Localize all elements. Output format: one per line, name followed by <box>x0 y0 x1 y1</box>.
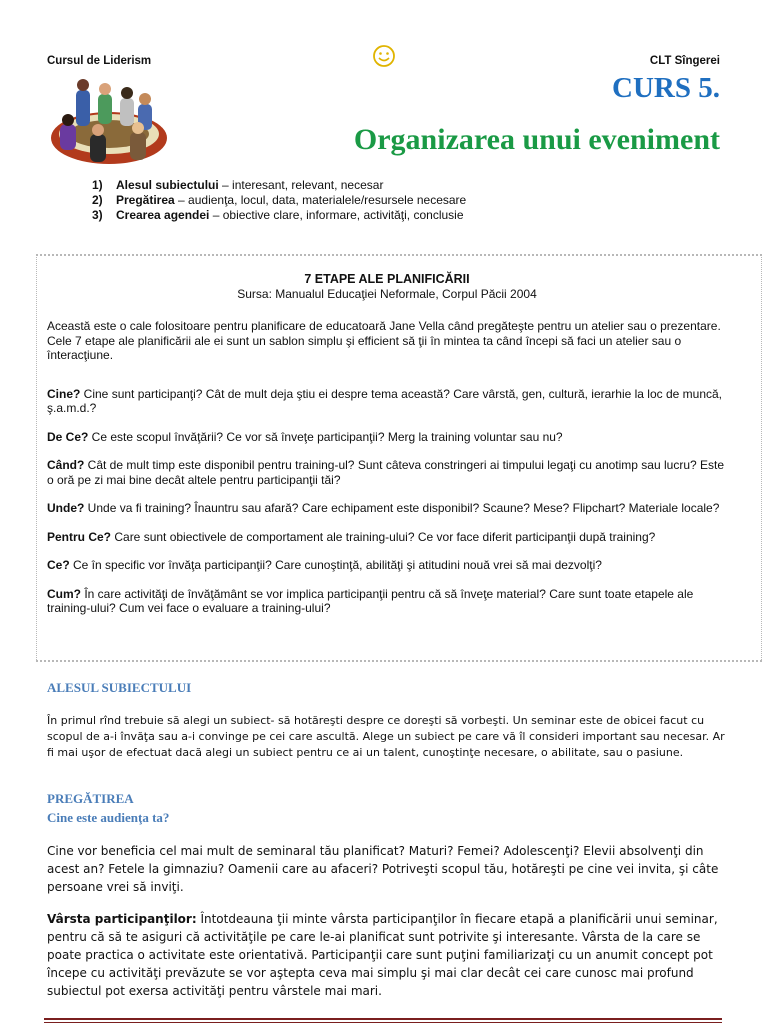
section-subheading: Cine este audienţa ta? <box>47 810 170 825</box>
question-item: Când? Cât de mult timp este disponibil pentru training-ul? Sunt câteva constringeri ai timpului legaţi cu anotimp sau lucru? Este o oră pe zi mai bine decât altele pentru participanţii tăi? <box>47 458 725 487</box>
box-title: 7 ETAPE ALE PLANIFICĂRII <box>304 272 470 286</box>
question-item: Unde? Unde va fi training? Înauntru sau afară? Care echipament este disponibil? Scaune? Mese? Flipchart? Materiale locale? <box>47 501 720 515</box>
planning-box <box>36 254 762 662</box>
footer-divider <box>44 1022 722 1023</box>
footer-divider <box>44 1018 722 1020</box>
box-intro: Această este o cale folositoare pentru planificare de educatoară Jane Vella când pregăteşte pentru un atelier sau o prezentare. Cele 7 etape ale planificării ale ei sunt un sablon simplu şi efficient să ţii în mintea ta când începi să faci un atelier sau o înteracţiune. <box>47 319 721 362</box>
list-item: 3) Crearea agendei – obiective clare, informare, activităţi, conclusie <box>92 208 464 222</box>
section-paragraph: Vârsta participanţilor: Întotdeauna ţii minte vârsta participanţilor în fiecare etapă a planificării unui seminar, pentru că să te asiguri că activităţile pe care le-ai planificat sunt potrivite şi interesante. Vârsta de la care se poate practica o activitate este orientativă. Participanţii care sunt puţini familiarizaţi cu un anumit concept pot începe cu activităţi prevăzute se vor aştepta ceva mai simplu şi mai clar decât cei care cunosc mai profund subiectul pot exersa activităţi pentru vârstele mai mari. <box>47 912 718 998</box>
question-item: Cum? În care activităţi de învăţământ se vor implica participanţii pentru că să înveţe material? Care sunt toate etapele ale training-ului? Cum vei face o evaluare a training-ului? <box>47 586 694 615</box>
meeting-illustration <box>46 72 171 172</box>
question-item: Ce? Ce în specific vor învăţa participanţii? Care cunoştinţă, abilităţi şi atitudini nouă vrei să mai dezvolţi? <box>47 558 602 572</box>
question-item: Pentru Ce? Care sunt obiectivele de comportament ale training-ului? Ce vor face diferit participanţii după training? <box>47 529 656 544</box>
section-paragraph: În primul rînd trebuie să alegi un subiect- să hotăreşti despre ce doreşti să vorbeşti. Un seminar este de obicei facut cu scopul de a-i învăţa sau a-i convinge pe cei care ascultă. Alege un subiect pe care vă îl consideri important sau necesar. Ar fi mai uşor de efectuat dacă alegi un subiect pentru ce ai un talent, cunoştinţe necesare, o abilitate, sau o pasiune. <box>47 714 725 759</box>
question-item: De Ce? Ce este scopul învăţării? Ce vor să înveţe participanţii? Merg la training voluntar sau nu? <box>47 429 563 444</box>
list-item: 1) Alesul subiectului – interesant, relevant, necesar <box>92 178 384 192</box>
section-heading: PREGĂTIREA <box>47 791 134 806</box>
document-title: Organizarea unui eveniment <box>353 123 720 156</box>
question-item: Cine? Cine sunt participanţi? Cât de mult deja ştiu ei despre tema această? Care vârstă, gen, cultură, ierarhie la loc de muncă, ş.a.m.d.? <box>47 386 723 415</box>
steps-list <box>92 178 466 223</box>
section-heading: ALESUL SUBIECTULUI <box>47 680 192 695</box>
list-item: 2) Pregătirea – audienţa, locul, data, materialele/resursele necesare <box>92 193 467 207</box>
section-paragraph: Cine vor beneficia cel mai mult de seminaral tău planificat? Maturi? Femei? Adolescenţi? Elevii absolvenţi din acest an? Fetele la gimnaziu? Oamenii care au afaceri? Potriveşti scopul tău, hotăreşti pe cine vei invita, şi câte persoane vrei să inviţi. <box>47 844 719 894</box>
smiley-icon <box>372 44 396 68</box>
organization-name: CLT Sîngerei <box>649 55 720 67</box>
course-name: Cursul de Liderism <box>47 55 152 67</box>
box-source: Sursa: Manualul Educaţiei Neformale, Corpul Păcii 2004 <box>237 286 537 301</box>
course-number: CURS 5. <box>612 72 720 104</box>
